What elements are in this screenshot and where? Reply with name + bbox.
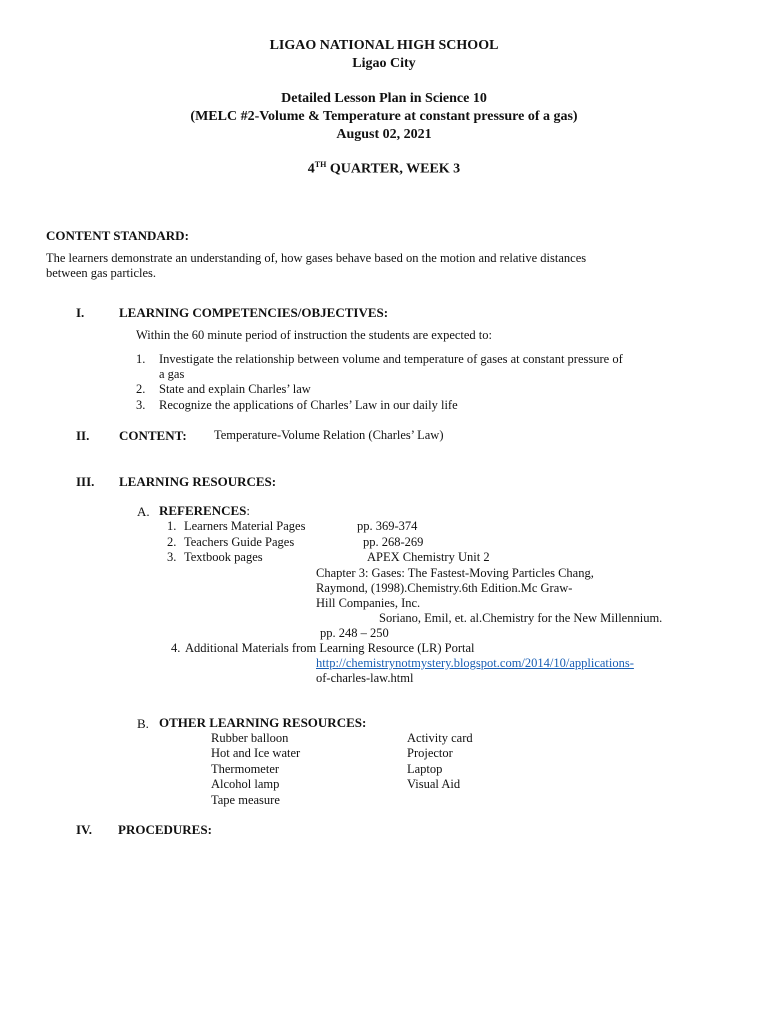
- material-left-3: Thermometer: [211, 762, 280, 776]
- reference-4-number: 4.: [171, 641, 181, 655]
- material-right-3: Laptop: [407, 762, 443, 776]
- content-standard-line-1: The learners demonstrate an understanding of, how gases behave based on the motion and relative distances: [46, 251, 587, 265]
- reference-3-cont-3: Hill Companies, Inc.: [316, 596, 421, 610]
- content-value: Temperature-Volume Relation (Charles’ Law): [214, 428, 444, 442]
- reference-2-number: 2.: [167, 535, 177, 549]
- content-standard-line-2: between gas particles.: [46, 266, 157, 280]
- school-name: LIGAO NATIONAL HIGH SCHOOL: [269, 38, 499, 53]
- material-left-5: Tape measure: [211, 793, 280, 807]
- other-resources-letter: B.: [137, 716, 149, 731]
- section-4-numeral: IV.: [76, 822, 93, 837]
- reference-3-cont-5: pp. 248 – 250: [320, 626, 389, 640]
- reference-3-cont-1: Chapter 3: Gases: The Fastest-Moving Particles Chang,: [316, 566, 594, 580]
- objective-2-number: 2.: [136, 382, 146, 396]
- reference-1-value: pp. 369-374: [357, 519, 418, 533]
- melc-title: (MELC #2-Volume & Temperature at constant pressure of a gas): [190, 109, 578, 124]
- objective-3-text: Recognize the applications of Charles’ Law in our daily life: [159, 398, 458, 412]
- section-1-heading: LEARNING COMPETENCIES/OBJECTIVES:: [119, 305, 389, 320]
- objective-2-text: State and explain Charles’ law: [159, 382, 311, 396]
- references-colon: :: [246, 503, 251, 518]
- objective-1-line-1: Investigate the relationship between volume and temperature of gases at constant pressure of: [159, 352, 623, 366]
- lr-portal-link[interactable]: http://chemistrynotmystery.blogspot.com/2014/10/applications-: [316, 656, 634, 670]
- material-right-4: Visual Aid: [407, 777, 461, 791]
- material-left-1: Rubber balloon: [211, 731, 289, 745]
- section-3-heading: LEARNING RESOURCES:: [119, 474, 277, 489]
- lesson-date: August 02, 2021: [336, 127, 432, 142]
- quarter-week: [0, 156, 768, 178]
- objective-1-line-2: a gas: [159, 367, 185, 381]
- objectives-intro: Within the 60 minute period of instruction the students are expected to:: [136, 328, 493, 342]
- material-left-2: Hot and Ice water: [211, 746, 301, 760]
- plan-title: Detailed Lesson Plan in Science 10: [281, 91, 487, 106]
- other-resources-heading: OTHER LEARNING RESOURCES:: [159, 715, 367, 730]
- content-standard-heading: CONTENT STANDARD:: [46, 228, 189, 243]
- reference-1-label: Learners Material Pages: [184, 519, 306, 533]
- quarter-superscript: TH: [314, 160, 327, 169]
- material-left-4: Alcohol lamp: [211, 777, 280, 791]
- references-heading-text: REFERENCES: [159, 503, 247, 518]
- material-right-2: Projector: [407, 746, 453, 760]
- city-name: Ligao City: [352, 56, 416, 71]
- reference-1-number: 1.: [167, 519, 177, 533]
- lr-portal-link-cont: of-charles-law.html: [316, 671, 414, 685]
- reference-3-number: 3.: [167, 550, 177, 564]
- reference-3-label: Textbook pages: [184, 550, 263, 564]
- reference-3-cont-2: Raymond, (1998).Chemistry.6th Edition.Mc Graw-: [316, 581, 573, 595]
- references-letter: A.: [137, 504, 150, 519]
- section-3-numeral: III.: [76, 474, 95, 489]
- section-2-heading: CONTENT:: [119, 428, 187, 443]
- reference-2-label: Teachers Guide Pages: [184, 535, 295, 549]
- material-right-1: Activity card: [407, 731, 473, 745]
- reference-2-value: pp. 268-269: [363, 535, 424, 549]
- section-2-numeral: II.: [76, 428, 90, 443]
- reference-3-cont-4: Soriano, Emil, et. al.Chemistry for the New Millennium.: [379, 611, 663, 625]
- section-4-heading: PROCEDURES:: [118, 822, 212, 837]
- references-heading: [159, 503, 250, 519]
- reference-3-value: APEX Chemistry Unit 2: [367, 550, 490, 564]
- objective-3-number: 3.: [136, 398, 146, 412]
- objective-1-number: 1.: [136, 352, 146, 366]
- quarter-rest: QUARTER, WEEK 3: [326, 161, 461, 177]
- section-1-numeral: I.: [76, 305, 85, 320]
- quarter-number: 4: [307, 161, 315, 177]
- reference-4-label: Additional Materials from Learning Resource (LR) Portal: [185, 641, 475, 655]
